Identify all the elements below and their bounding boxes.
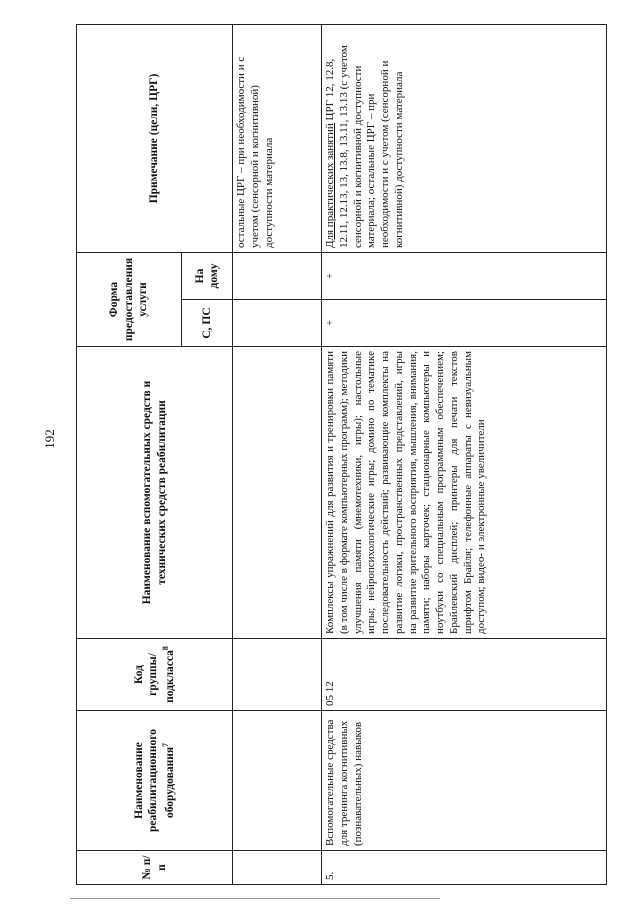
table-row bbox=[322, 25, 607, 885]
row5-num: 5. bbox=[322, 851, 607, 885]
header-equipment-name-text: Наименование реабилитационного оборудования bbox=[133, 729, 176, 832]
prev-note-cell: остальные ЦРГ – при необходимости и с учетом (сенсорной и когнитивной) доступности материала bbox=[233, 25, 322, 253]
header-form-c: С, ПС bbox=[182, 300, 233, 347]
header-code-text: Код группы/ подкласса bbox=[133, 650, 176, 703]
prev-code-cell bbox=[233, 639, 322, 711]
rotated-table-frame bbox=[76, 25, 608, 885]
prev-form-home-cell bbox=[233, 253, 322, 300]
equipment-table bbox=[76, 24, 607, 885]
footnote-8: 8 bbox=[160, 646, 170, 651]
table-row bbox=[233, 25, 322, 885]
row5-note-underlined: Для практических занятий bbox=[324, 123, 336, 248]
header-equipment-name bbox=[77, 711, 233, 851]
header-means: Наименование вспомогательных средств и технических средств реабилитации bbox=[77, 347, 233, 639]
row5-name: Вспомогательные средства для тренинга когнитивных (познавательных) навыков bbox=[322, 711, 607, 851]
row5-form-home: + bbox=[322, 253, 607, 300]
row5-form-c: + bbox=[322, 300, 607, 347]
row5-means: Комплексы упражнений для развития и тренировки памяти (в том числе в формате компьютерных программ); методики улучшения памяти (мнемотехники, игры); настольные игры; нейропсихологические игры; домино по тематике последовательность действий; развивающие комплекты на развитие логики, пространственных представлений, игры на развитие зрительного восприятия, мышления, внимания, памяти; наборы карточек; стационарные компьютеры и ноутбуки со специальным программным обеспечением; Брайлевский дисплей; принтеры для печати текстов шрифтом Брайля; телефонные аппараты с невизуальным доступом; видео- и электронные увеличители bbox=[322, 347, 607, 639]
prev-form-c-cell bbox=[233, 300, 322, 347]
row5-code: 05 12 bbox=[322, 639, 607, 711]
header-note: Примечание (цели, ЦРГ) bbox=[77, 25, 233, 253]
bottom-divider bbox=[70, 898, 440, 899]
prev-means-cell bbox=[233, 347, 322, 639]
header-form: Форма предоставления услуги bbox=[77, 253, 182, 347]
page-number: 192 bbox=[42, 429, 57, 449]
table-header-row bbox=[77, 25, 182, 885]
prev-num-cell bbox=[233, 851, 322, 885]
row5-note bbox=[322, 25, 607, 253]
header-code bbox=[77, 639, 233, 711]
footnote-7: 7 bbox=[160, 742, 170, 747]
header-num: № п/п bbox=[77, 851, 233, 885]
row5-note-rest: ЦРГ 12, 12.8, 12.11, 12.13, 13, 13.8, 13.11, 13.13 (с учетом сенсорной и когнитивной доступности материала; остальные ЦРГ – при необходимости и с учетом (сенсорной и когнитивной) доступности материала bbox=[324, 45, 405, 248]
prev-name-cell bbox=[233, 711, 322, 851]
header-form-home: На дому bbox=[182, 253, 233, 300]
